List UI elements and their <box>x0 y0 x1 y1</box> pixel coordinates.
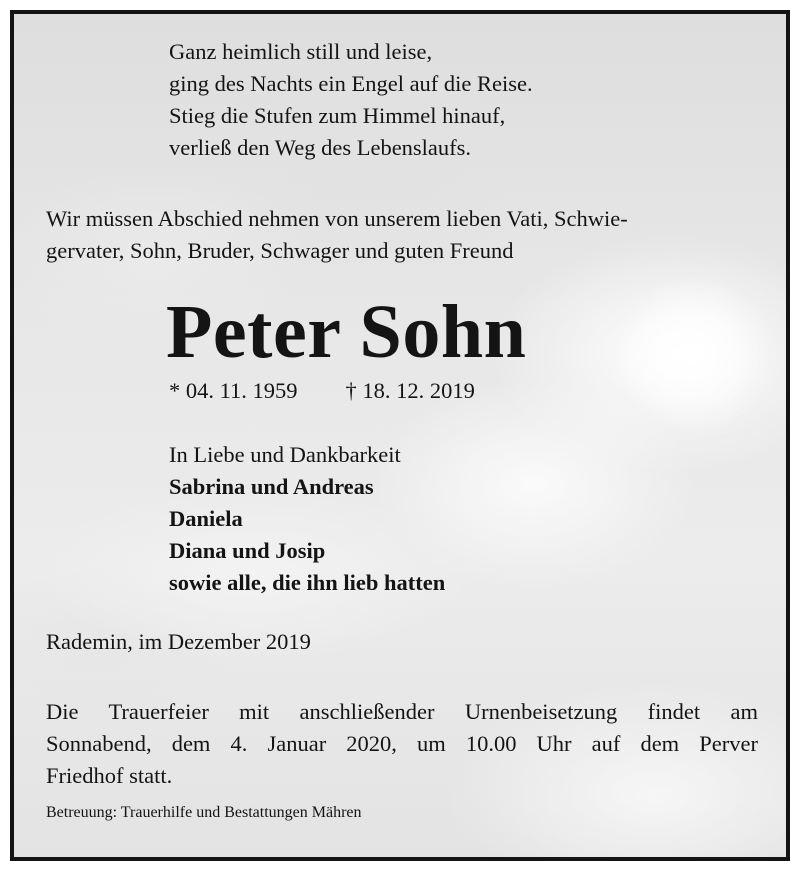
funeral-info <box>46 696 758 792</box>
place-and-date: Rademin, im Dezember 2019 <box>46 629 311 654</box>
undertaker-credit: Betreuung: Trauerhilfe und Bestattungen Mähren <box>46 804 362 821</box>
poem-line: Ganz heimlich still und leise, <box>169 39 433 64</box>
mourner-name: Daniela <box>169 506 243 531</box>
mourners-block <box>169 439 445 599</box>
mourners-intro: In Liebe und Dankbarkeit <box>169 442 401 467</box>
deceased-name: Peter Sohn <box>166 290 527 374</box>
sunlight-glow <box>614 274 774 434</box>
mourner-name: Diana und Josip <box>169 538 326 563</box>
death-date: † 18. 12. 2019 <box>345 378 475 403</box>
funeral-line: Die Trauerfeier mit anschließender Urnenbeisetzung findet am <box>46 699 758 724</box>
poem <box>169 36 533 164</box>
mourner-name: sowie alle, die ihn lieb hatten <box>169 570 446 595</box>
poem-line: Stieg die Stufen zum Himmel hinauf, <box>169 103 506 128</box>
intro-line: gervater, Sohn, Bruder, Schwager und guten Freund <box>46 238 514 263</box>
funeral-line: Sonnabend, dem 4. Januar 2020, um 10.00 Uhr auf dem Perver <box>46 731 758 756</box>
poem-line: verließ den Weg des Lebenslaufs. <box>169 135 472 160</box>
obituary-notice <box>10 10 790 861</box>
mourner-name: Sabrina und Andreas <box>169 474 374 499</box>
poem-line: ging des Nachts ein Engel auf die Reise. <box>169 71 533 96</box>
life-dates <box>169 375 475 407</box>
intro-line: Wir müssen Abschied nehmen von unserem lieben Vati, Schwie- <box>46 206 628 231</box>
funeral-line: Friedhof statt. <box>46 763 173 788</box>
birth-date: * 04. 11. 1959 <box>169 378 298 403</box>
farewell-intro <box>46 203 758 267</box>
